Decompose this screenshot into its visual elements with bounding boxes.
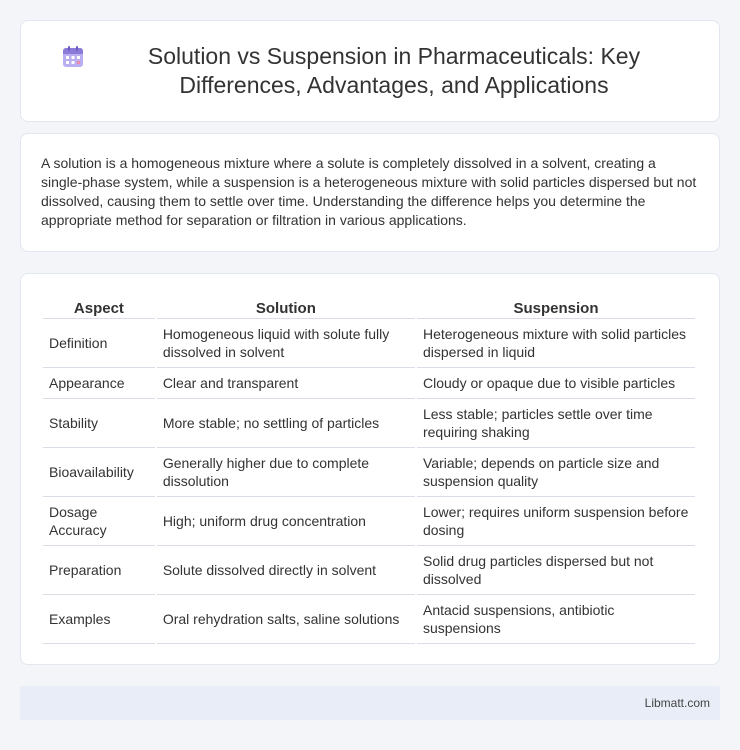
intro-paragraph: A solution is a homogeneous mixture where a solute is completely dissolved in a solvent, creating a single-phase system, while a suspension is a heterogeneous mixture with solid particles dispersed but not dissolved, causing them to settle over time. Understanding the difference helps you determine the appropriate method for separation or filtration in various applications. [41, 155, 697, 228]
cell-aspect: Examples [43, 594, 155, 644]
table-row [43, 447, 695, 496]
header-solution: Solution [255, 299, 316, 317]
header-suspension: Suspension [513, 299, 599, 317]
cell-solution: Solute dissolved directly in solvent [157, 545, 415, 594]
footer [20, 686, 720, 720]
title-card [20, 20, 720, 122]
cell-aspect: Appearance [43, 367, 155, 398]
cell-solution: High; uniform drug concentration [157, 496, 415, 545]
table-row [43, 398, 695, 447]
cell-solution: Homogeneous liquid with solute fully dissolved in solvent [157, 318, 415, 367]
comparison-table-card [20, 273, 720, 665]
page-title: Solution vs Suspension in Pharmaceuticals: Key Differences, Advantages, and Applications [147, 43, 641, 98]
table-header-row [43, 294, 695, 318]
cell-suspension: Solid drug particles dispersed but not dissolved [417, 545, 695, 594]
table-row [43, 496, 695, 545]
cell-solution: Oral rehydration salts, saline solutions [157, 594, 415, 644]
table-row [43, 367, 695, 398]
cell-suspension: Heterogeneous mixture with solid particles dispersed in liquid [417, 318, 695, 367]
cell-suspension: Less stable; particles settle over time requiring shaking [417, 398, 695, 447]
table-row [43, 594, 695, 644]
cell-aspect: Bioavailability [43, 447, 155, 496]
table-row [43, 545, 695, 594]
header-aspect: Aspect [73, 299, 124, 317]
title-wrap [21, 42, 719, 100]
cell-aspect: Definition [43, 318, 155, 367]
cell-solution: Generally higher due to complete dissolution [157, 447, 415, 496]
calendar-grid-icon [61, 45, 85, 69]
cell-suspension: Cloudy or opaque due to visible particles [417, 367, 695, 398]
cell-aspect: Dosage Accuracy [43, 496, 155, 545]
cell-suspension: Variable; depends on particle size and suspension quality [417, 447, 695, 496]
cell-solution: Clear and transparent [157, 367, 415, 398]
cell-aspect: Preparation [43, 545, 155, 594]
table-row [43, 318, 695, 367]
cell-aspect: Stability [43, 398, 155, 447]
intro-card [20, 133, 720, 252]
footer-brand-link[interactable]: Libmatt.com [644, 696, 710, 710]
cell-solution: More stable; no settling of particles [157, 398, 415, 447]
cell-suspension: Antacid suspensions, antibiotic suspensions [417, 594, 695, 644]
comparison-table [41, 294, 697, 644]
cell-suspension: Lower; requires uniform suspension before dosing [417, 496, 695, 545]
